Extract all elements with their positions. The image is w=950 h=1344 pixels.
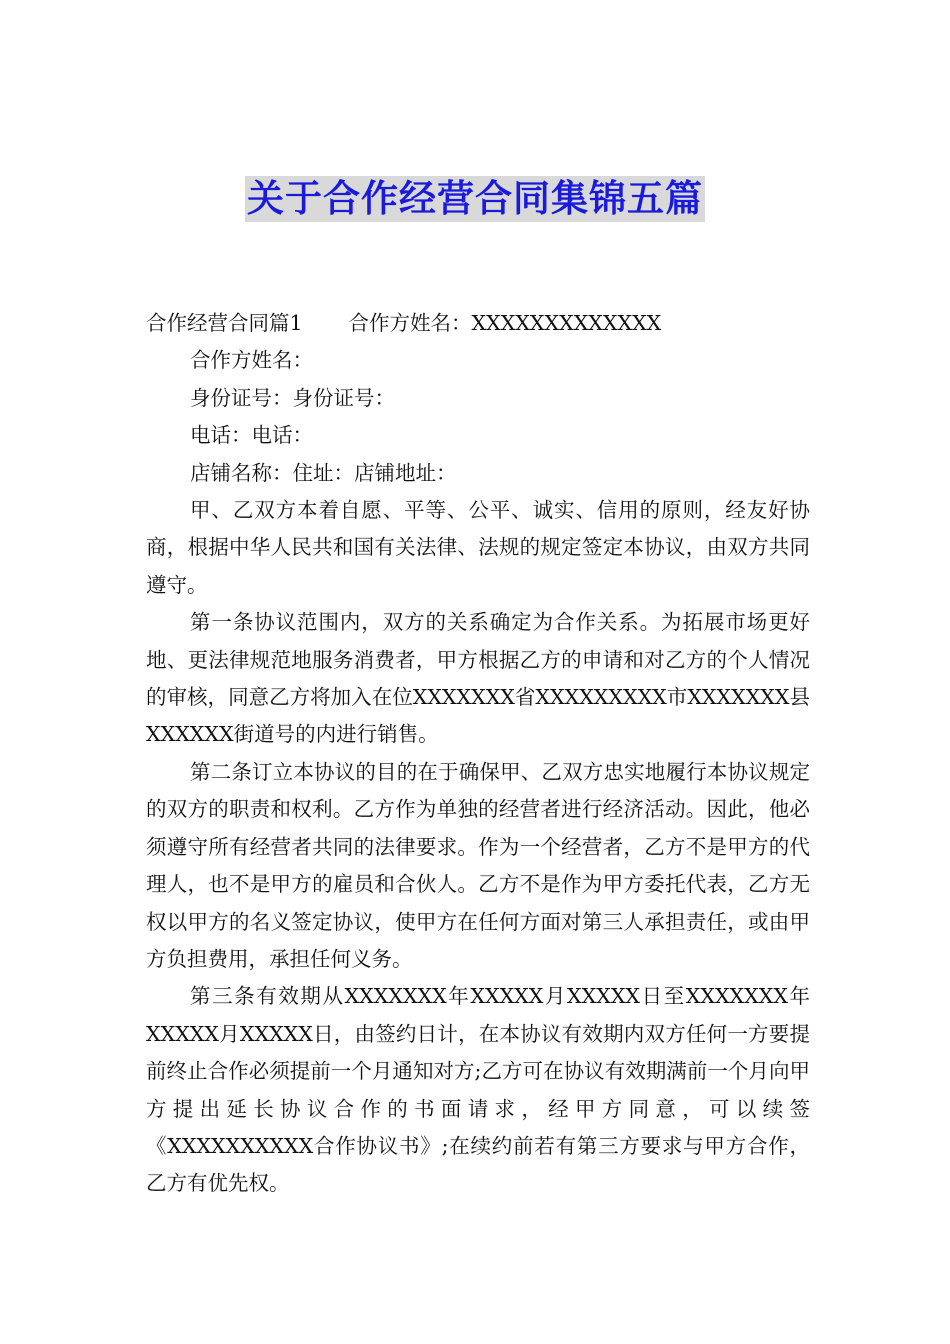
store-address-line: 店铺名称：住址：店铺地址： xyxy=(190,460,457,485)
partner-name-line: 合作方姓名： xyxy=(190,348,313,373)
title-container xyxy=(0,176,950,222)
article-3-paragraph: 第三条有效期从XXXXXXX年XXXXX月XXXXX日至XXXXXXX年XXXXX月XXXXX日，由签约日计，在本协议有效期内双方任何一方要提前终止合作必须提前一个月通知对方;乙方可在协议有效期满前一个月向甲方提出延长协议合作的书面请求，经甲方同意，可以续签《XXXXXXXXXX合作协议书》;在续约前若有第三方要求与甲方合作，乙方有优先权。 xyxy=(146,984,810,1196)
article-1-paragraph: 第一条协议范围内，双方的关系确定为合作关系。为拓展市场更好地、更法律规范地服务消费者，甲方根据乙方的申请和对乙方的个人情况的审核，同意乙方将加入在位XXXXXXX省XXXXXXXXX市XXXXXXX县XXXXXX街道号的内进行销售。 xyxy=(146,610,810,747)
phone-line: 电话：电话： xyxy=(190,423,313,448)
article-2-paragraph: 第二条订立本协议的目的在于确保甲、乙双方忠实地履行本协议规定的双方的职责和权利。乙方作为单独的经营者进行经济活动。因此，他必须遵守所有经营者共同的法律要求。作为一个经营者，乙方不是甲方的代理人，也不是甲方的雇员和合伙人。乙方不是作为甲方委托代表，乙方无权以甲方的名义签定协议，使甲方在任何方面对第三人承担责任，或由甲方负担费用，承担任何义务。 xyxy=(146,759,810,971)
id-number-line: 身份证号：身份证号： xyxy=(190,385,395,410)
partner-name-field: 合作方姓名：XXXXXXXXXXXXX xyxy=(348,311,662,335)
document-title: 关于合作经营合同集锦五篇 xyxy=(247,177,703,220)
contract-heading: 合作经营合同篇1 xyxy=(146,311,303,335)
preamble-paragraph: 甲、乙双方本着自愿、平等、公平、诚实、信用的原则，经友好协商，根据中华人民共和国有关法律、法规的规定签定本协议，由双方共同遵守。 xyxy=(146,498,810,597)
document-body xyxy=(146,305,810,1203)
first-line xyxy=(146,305,810,342)
